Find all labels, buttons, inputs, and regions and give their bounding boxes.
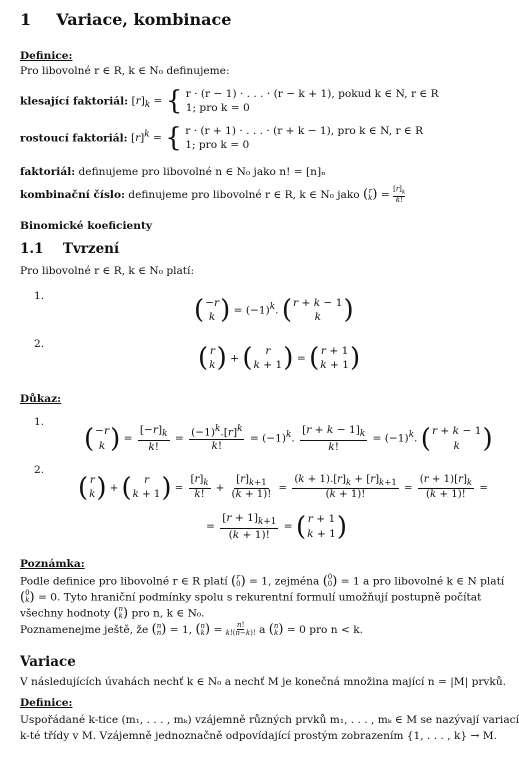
variace-def-line1: Uspořádané k-tice (m₁, . . . , mₖ) vzájemně různých prvků m₁, . . . , mₖ ∈ M se nazývají variací: [20, 714, 519, 726]
binomicke-heading: Binomické koeficienty: [20, 220, 153, 232]
section-number: 1: [20, 10, 32, 29]
poznamka-line3-text-a: všechny hodnoty: [20, 607, 111, 620]
poznamka-label: Poznámka:: [20, 558, 85, 570]
left-brace-icon: {: [165, 86, 183, 117]
poznamka-line4: Poznamenejme ještě, že ( n n ) = 1, ( n k ) = $\frac{n!}{k!(n-k)!}$ a ( n k ) = 0 pro n < k.: [20, 621, 364, 638]
dukaz-item1-number: 1.: [34, 416, 45, 428]
kombinacni-text: definujeme pro libovolné r ∈ R, k ∈ N₀ jako: [128, 188, 360, 201]
klesajici-symbol: $[r]_k$ =: [131, 95, 166, 111]
klesajici-label: klesající faktoriál:: [20, 95, 129, 108]
tvrzeni-item2-formula: ( r k ) + ( r k + 1 ) = ( r + 1 k + 1 ): [198, 343, 361, 374]
tvrzeni-item2-number: 2.: [34, 338, 45, 350]
dukaz-label: Důkaz:: [20, 393, 62, 405]
klesajici-case2: 1; pro k = 0: [185, 102, 250, 115]
variace-heading: Variace: [20, 654, 76, 670]
variace-def-line2: k-té třídy v M. Vzájemně jednoznačně odpovídající prostým zobrazením {1, . . . , k} → M.: [20, 730, 497, 742]
poznamka-line2: ( 0 k ) = 0. Tyto hraniční podmínky spolu s rekurentní formulí umožňují postupně počítat: [20, 589, 482, 605]
subsection-heading: [20, 241, 119, 259]
variace-text: V následujících úvahách nechť k ∈ N₀ a nechť M je konečná množina mající n = |M| prvků.: [20, 676, 507, 688]
poznamka-line3: všechny hodnoty ( n k ) pro n, k ∈ N₀.: [20, 605, 205, 621]
section-title: Variace, kombinace: [56, 10, 232, 29]
poznamka-line1: Podle definice pro libovolné r ∈ R platí ( r 0 ) = 1, zejména ( 0 0 ) = 1 a pro libovolné k ∈ N platí: [20, 573, 505, 589]
klesajici-case1: r · (r − 1) · . . . · (r − k + 1), pokud k ∈ N, r ∈ R: [185, 88, 439, 100]
rostouci-case2: 1; pro k = 0: [185, 139, 250, 152]
subsection-number: 1.1: [20, 241, 44, 257]
tvrzeni-item1-formula: ( −r k ) = $(-1)^k$. ( r + k − 1 k ): [194, 295, 354, 326]
dukaz-item2-formula-line1: ( r k ) + ( r k + 1 ) = $\frac{[r]_k}{k!}$ + $\frac{[r]_{k+1}}{(k + 1)!}$ = $\frac{(k + 1).[r]_k + [r]_{k+1}}{(k + 1)!}$ = $\frac{(r + 1)[r]_k}{(k + 1)!}$ =: [78, 472, 488, 503]
rostouci-faktorial-def: [20, 124, 423, 153]
poznamka-line4-text-a: Poznamenejme ještě, že: [20, 623, 149, 636]
tvrzeni-item1-number: 1.: [34, 290, 45, 302]
poznamka-line3-text-b: pro n, k ∈ N₀.: [131, 607, 205, 620]
poznamka-line1-text-c: = 1 a pro libovolné k ∈ N platí: [340, 575, 505, 588]
rostouci-label: rostoucí faktoriál:: [20, 132, 128, 145]
poznamka-line4-text-c: a: [259, 623, 266, 636]
dukaz-item2-number: 2.: [34, 464, 45, 476]
definice-label: Definice:: [20, 50, 73, 62]
faktorial-text: definujeme pro libovolné n ∈ N₀ jako n! = [n]ₙ: [78, 166, 326, 178]
poznamka-line2-text: = 0. Tyto hraniční podmínky spolu s rekurentní formulí umožňují postupně počítat: [38, 591, 482, 604]
kombinacni-def: kombinační číslo: definujeme pro libovolné r ∈ R, k ∈ N₀ jako ( r k ) = $\frac{[r]_k}{k!}$: [20, 185, 406, 204]
tvrzeni-intro: Pro libovolné r ∈ R, k ∈ N₀ platí:: [20, 265, 195, 277]
poznamka-line1-text-b: = 1, zejména: [249, 575, 320, 588]
poznamka-line4-text-d: = 0 pro n < k.: [286, 623, 364, 636]
dukaz-item1-formula: ( −r k ) = $\frac{[-r]_k}{k!}$ = $\frac{(-1)^k.[r]^k}{k!}$ = $(-1)^k$. $\frac{[r + k - 1]_k}{k!}$ = $(-1)^k$. ( r + k − 1 k ): [84, 423, 493, 454]
subsection-title: Tvrzení: [62, 241, 120, 257]
poznamka-line4-text-b: = 1,: [169, 623, 193, 636]
kombinacni-label: kombinační číslo:: [20, 188, 125, 201]
rostouci-symbol: $[r]^k$ =: [130, 129, 166, 145]
dukaz-item2-formula-line2: = $\frac{[r + 1]_{k+1}}{(k + 1)!}$ = ( r + 1 k + 1 ): [206, 511, 348, 542]
section-heading: [20, 10, 231, 31]
definice-intro: Pro libovolné r ∈ R, k ∈ N₀ definujeme:: [20, 65, 230, 77]
rostouci-case1: r · (r + 1) · . . . · (r + k − 1), pro k ∈ N, r ∈ R: [185, 125, 424, 137]
left-brace-icon: {: [165, 123, 182, 154]
variace-definice-label: Definice:: [20, 697, 73, 709]
faktorial-def: [20, 166, 326, 180]
faktorial-label: faktoriál:: [20, 166, 76, 178]
klesajici-faktorial-def: [20, 87, 439, 116]
poznamka-line1-text-a: Podle definice pro libovolné r ∈ R platí: [20, 575, 228, 588]
